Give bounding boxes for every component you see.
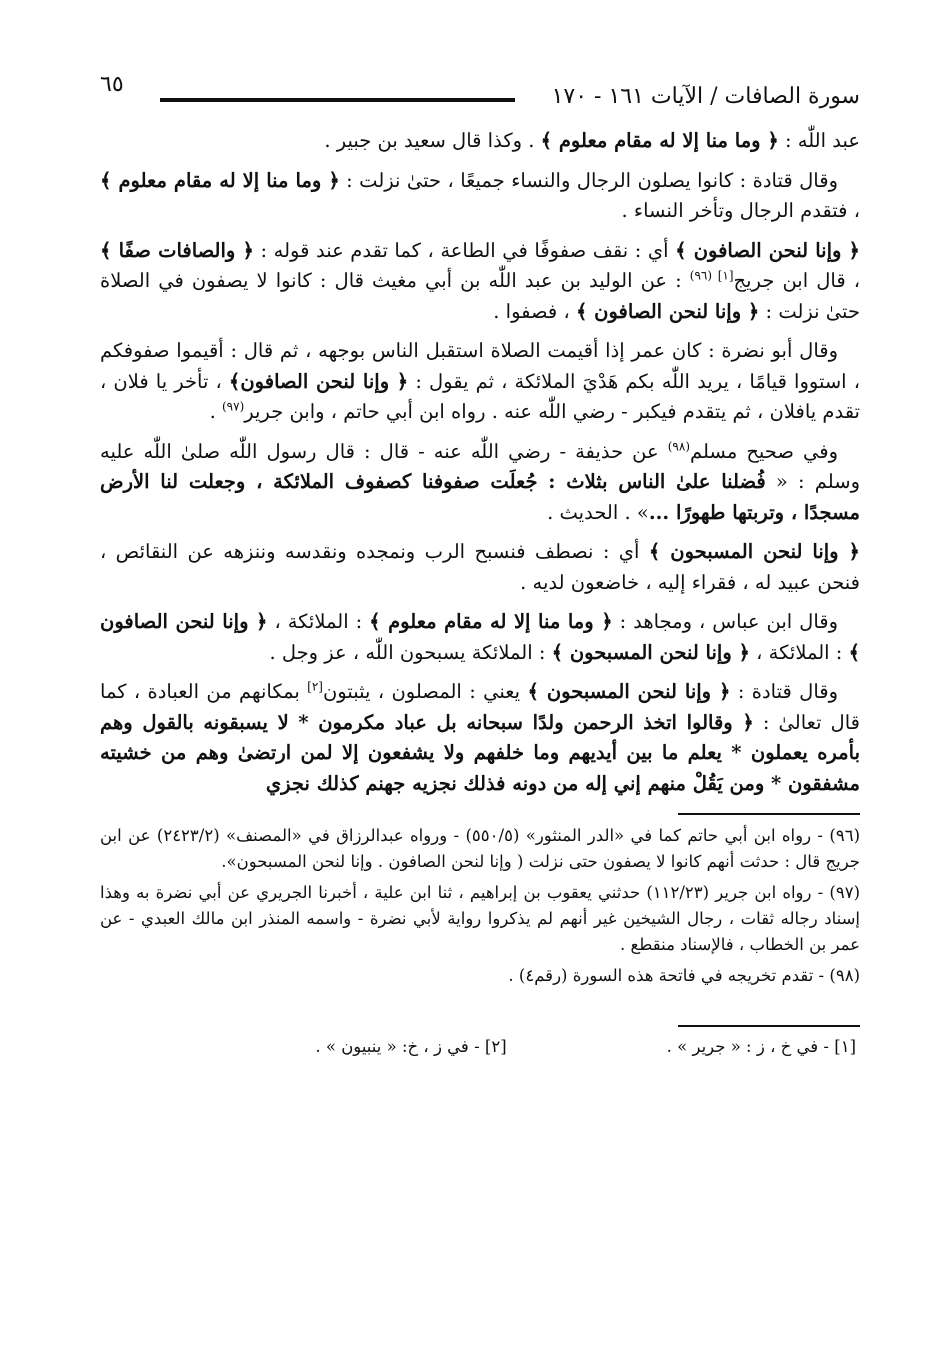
quran-quote: ﴿ وإنا لنحن المسبحون ﴾ bbox=[527, 680, 731, 703]
header-rule bbox=[160, 98, 515, 102]
running-title: سورة الصافات / الآيات ١٦١ - ١٧٠ bbox=[551, 84, 860, 109]
variant-ref: [١] bbox=[717, 268, 734, 283]
paragraph-3: ﴿ وإنا لنحن الصافون ﴾ أي : نقف صفوفًا في الطاعة ، كما تقدم عند قوله : ﴿ والصافات صفًا ﴾ ، قال ابن جريج[١] $^{(٩٦)}$ : عن الوليد بن عبد اللّٰه بن أبي مغيث قال : كانوا لا يصفون في الصلاة حتىٰ نزلت : ﴿ وإنا لنحن الصافون ﴾ ، فصفوا . bbox=[100, 238, 860, 323]
variant-rule bbox=[678, 1025, 860, 1027]
quran-quote: ﴿ وما منا إلا له مقام معلوم ﴾ bbox=[540, 129, 779, 152]
quran-quote: ﴿ وإنا لنحن الصافون﴾ bbox=[228, 369, 409, 393]
quran-quote: ﴿ وإنا لنحن الصافون ﴾ bbox=[100, 610, 860, 664]
quran-quote: ﴿ وما منا إلا له مقام معلوم ﴾ bbox=[369, 610, 613, 633]
paragraph-1: عبد اللّٰه : ﴿ وما منا إلا له مقام معلوم ﴾ . وكذا قال سعيد بن جبير . bbox=[324, 129, 860, 152]
paragraph-6: ﴿ وإنا لنحن المسبحون ﴾ أي : نصطف فنسبح الرب ونمجده ونقدسه وننزهه عن النقائص ، فنحن عبيد له ، فقراء إليه ، خاضعون لديه . bbox=[100, 540, 860, 594]
variant-ref: [٢] bbox=[307, 679, 323, 694]
quran-quote: ﴿ وما منا إلا له مقام معلوم ﴾ bbox=[100, 168, 340, 192]
quran-quote: ﴿ وإنا لنحن الصافون ﴾ bbox=[575, 299, 760, 323]
footnote-96: (٩٦) - رواه ابن أبي حاتم كما في «الدر المنثور» (٥٥٠/٥) - ورواه عبدالرزاق في «المصنف» (٢٤٢٣/٢) عن ابن جريج قال : حدثت أنهم كانوا لا يصفون حتى نزلت ( وإنا لنحن الصافون . وإنا لنحن المسبحون». bbox=[100, 826, 860, 871]
variant-note-1: [١] - في خ ، ز : « جرير » . bbox=[666, 1037, 856, 1056]
paragraph-7: وقال ابن عباس ، ومجاهد : ﴿ وما منا إلا له مقام معلوم ﴾ : الملائكة ، ﴿ وإنا لنحن الصافون ﴾ : الملائكة ، ﴿ وإنا لنحن المسبحون ﴾ : الملائكة يسبحون اللّٰه ، عز وجل . bbox=[100, 610, 860, 664]
footnote-rule bbox=[678, 813, 860, 815]
quran-quote: ﴿ وإنا لنحن الصافون ﴾ bbox=[675, 238, 860, 262]
variant-note-2: [٢] - في ز ، خ: « ينبيون » . bbox=[315, 1037, 507, 1056]
quran-quote: ﴿ وإنا لنحن المسبحون ﴾ bbox=[551, 640, 750, 664]
quran-quote: ﴿ وإنا لنحن المسبحون ﴾ bbox=[648, 540, 860, 563]
quran-quote: ﴿ وقالوا اتخذ الرحمن ولدًا سبحانه بل عباد مكرمون * لا يسبقونه بالقول وهم بأمره يعملون * يعلم ما بين أيديهم وما خلفهم ولا يشفعون إلا لمن ارتضىٰ وهم من خشيته مشفقون * ومن يَقُلْ منهم إني إله من دونه فذلك نجزيه جهنم كذلك نجزي bbox=[100, 710, 860, 795]
quran-quote: ﴿ والصافات صفًا ﴾ bbox=[100, 238, 254, 262]
footnote-98: (٩٨) - تقدم تخريجه في فاتحة هذه السورة (رقم٤) . bbox=[508, 966, 860, 985]
footnotes bbox=[100, 823, 860, 989]
paragraph-4: وقال أبو نضرة : كان عمر إذا أقيمت الصلاة استقبل الناس بوجهه ، ثم قال : أقيموا صفوفكم ، استووا قيامًا ، يريد اللّٰه بكم هَدْيَ الملائكة ، ثم يقول : ﴿ وإنا لنحن الصافون﴾ ، تأخر يا فلان ، تقدم يافلان ، ثم يتقدم فيكبر - رضي اللّٰه عنه . رواه ابن أبي حاتم ، وابن جرير$^{(٩٧)}$ . bbox=[100, 339, 860, 423]
footnote-ref: (٩٧) bbox=[221, 399, 245, 414]
footnote-ref: (٩٦) bbox=[689, 268, 718, 283]
paragraph-2: وقال قتادة : كانوا يصلون الرجال والنساء جميعًا ، حتىٰ نزلت : ﴿ وما منا إلا له مقام معلوم ﴾ ، فتقدم الرجال وتأخر النساء . bbox=[100, 168, 860, 222]
paragraph-5: وفي صحيح مسلم$^{(٩٨)}$ عن حذيفة - رضي اللّٰه عنه - قال : قال رسول اللّٰه صلىٰ اللّٰه عليه وسلم : « فُضلنا علىٰ الناس بثلاث : جُعلَت صفوفنا كصفوف الملائكة ، وجعلت لنا الأرض مسجدًا ، وتربتها طهورًا ...» . الحديث . bbox=[100, 439, 860, 524]
footnote-97: (٩٧) - رواه ابن جرير (١١٢/٢٣) حدثني يعقوب بن إبراهيم ، ثنا ابن علية ، أخبرنا الجريري عن أبي نضرة به وهذا إسناد رجاله ثقات ، رجال الشيخين غير أنهم لم يذكروا رواية لأبي نضرة - واسمه المنذر ابن مالك العبدي - عن عمر بن الخطاب ، فالإسناد منقطع . bbox=[100, 883, 860, 954]
main-text bbox=[100, 126, 860, 799]
variant-notes bbox=[100, 1037, 860, 1056]
footnote-ref: (٩٨) bbox=[667, 439, 690, 453]
page-number: ٦٥ bbox=[100, 72, 124, 97]
hadith-quote: فُضلنا علىٰ الناس بثلاث : جُعلَت صفوفنا كصفوف الملائكة ، وجعلت لنا الأرض مسجدًا ، وتربتها طهورًا ... bbox=[100, 470, 860, 524]
page-header bbox=[100, 70, 860, 126]
paragraph-8: وقال قتادة : ﴿ وإنا لنحن المسبحون ﴾ يعني : المصلون ، يثبتون[٢] بمكانهم من العبادة ، كما قال تعالىٰ : ﴿ وقالوا اتخذ الرحمن ولدًا سبحانه بل عباد مكرمون * لا يسبقونه بالقول وهم بأمره يعملون * يعلم ما بين أيديهم وما خلفهم ولا يشفعون إلا لمن ارتضىٰ وهم من خشيته مشفقون * ومن يَقُلْ منهم إني إله من دونه فذلك نجزيه جهنم كذلك نجزي bbox=[100, 679, 860, 795]
